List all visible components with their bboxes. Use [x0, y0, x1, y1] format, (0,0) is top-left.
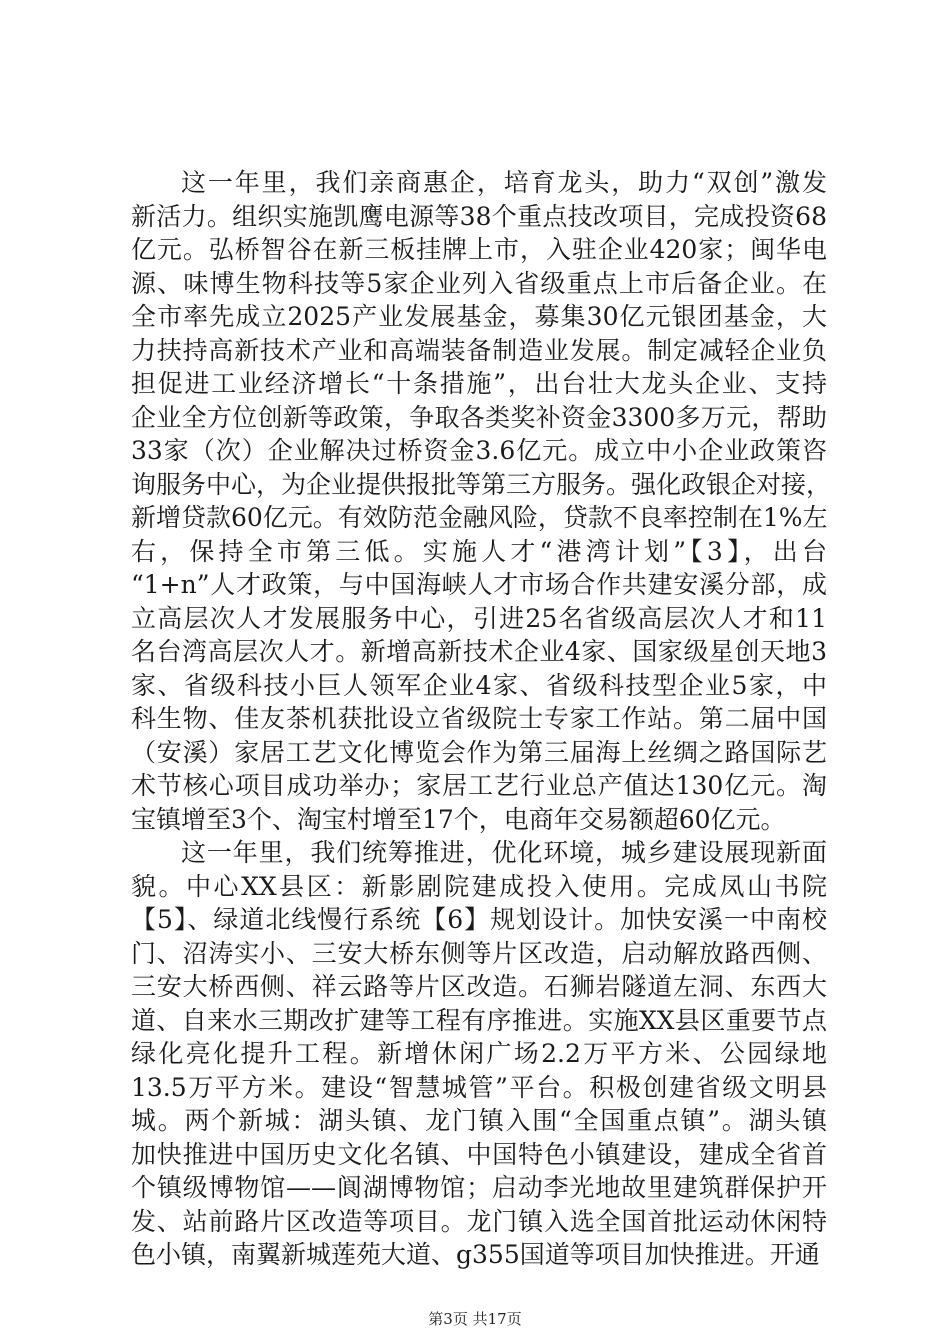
text-line: 城。两个新城：湖头镇、龙门镇入围“全国重点镇”。湖头镇	[131, 1106, 827, 1135]
text-line: 这一年里，我们统筹推进，优化环境，城乡建设展现新面	[181, 838, 827, 867]
text-line: 宝镇增至3个、淘宝村增至17个，电商年交易额超60亿元。	[131, 804, 786, 834]
text-line: 绿化亮化提升工程。新增休闲广场2.2万平方米、公园绿地	[131, 1039, 827, 1068]
text-line: 【5】、绿道北线慢行系统【6】规划设计。加快安溪一中南校	[131, 905, 827, 934]
text-line: 力扶持高新技术产业和高端装备制造业发展。制定减轻企业负	[131, 335, 827, 365]
text-line: 门、沼涛实小、三安大桥东侧等片区改造，启动解放路西侧、	[131, 938, 827, 968]
text-line: 貌。中心XX县区：新影剧院建成投入使用。完成凤山书院	[131, 871, 827, 901]
text-line: 发、站前路片区改造等项目。龙门镇入选全国首批运动休闲特	[131, 1206, 827, 1236]
page-footer: 第3页 共17页	[428, 1310, 522, 1328]
text-line: （安溪）家居工艺文化博览会作为第三届海上丝绸之路国际艺	[131, 737, 827, 767]
paragraph	[131, 836, 827, 1272]
text-line: 三安大桥西侧、祥云路等片区改造。石狮岩隧道左洞、东西大	[131, 972, 827, 1001]
text-line: 源、味博生物科技等5家企业列入省级重点上市后备企业。在	[131, 268, 827, 298]
text-line: 右，保持全市第三低。实施人才“港湾计划”【3】，出台	[131, 536, 827, 566]
text-line: 色小镇，南翼新城莲苑大道、g355国道等项目加快推进。开通	[131, 1240, 820, 1269]
text-line: 亿元。弘桥智谷在新三板挂牌上市，入驻企业420家；闽华电	[131, 235, 827, 264]
text-line: 33家（次）企业解决过桥资金3.6亿元。成立中小企业政策咨	[131, 436, 827, 465]
text-line: 家、省级科技小巨人领军企业4家、省级科技型企业5家，中	[131, 670, 827, 700]
text-line: 名台湾高层次人才。新增高新技术企业4家、国家级星创天地3	[131, 637, 827, 666]
paragraph	[131, 166, 832, 836]
text-line: 这一年里，我们亲商惠企，培育龙头，助力“双创”激发	[181, 168, 827, 197]
text-line: 询服务中心，为企业提供报批等第三方服务。强化政银企对接，	[131, 469, 832, 499]
text-line: 立高层次人才发展服务中心，引进25名省级高层次人才和11	[131, 603, 827, 633]
text-line: 新活力。组织实施凯鹰电源等38个重点技改项目，完成投资68	[131, 201, 827, 231]
text-line: “1+n”人才政策，与中国海峡人才市场合作共建安溪分部，成	[131, 570, 827, 599]
text-line: 个镇级博物馆——阆湖博物馆；启动李光地故里建筑群保护开	[131, 1173, 827, 1202]
text-line: 道、自来水三期改扩建等工程有序推进。实施XX县区重要节点	[131, 1005, 827, 1035]
text-line: 加快推进中国历史文化名镇、中国特色小镇建设，建成全省首	[131, 1139, 827, 1169]
text-line: 13.5万平方米。建设“智慧城管”平台。积极创建省级文明县	[131, 1072, 827, 1102]
text-line: 全市率先成立2025产业发展基金，募集30亿元银团基金，大	[131, 302, 827, 331]
text-line: 新增贷款60亿元。有效防范金融风险，贷款不良率控制在1%左	[131, 503, 828, 532]
body-text	[131, 166, 832, 1272]
text-line: 担促进工业经济增长“十条措施”，出台壮大龙头企业、支持	[131, 369, 827, 398]
text-line: 企业全方位创新等政策，争取各类奖补资金3300多万元，帮助	[131, 402, 827, 432]
text-line: 术节核心项目成功举办；家居工艺行业总产值达130亿元。淘	[131, 771, 827, 800]
text-line: 科生物、佳友茶机获批设立省级院士专家工作站。第二届中国	[131, 704, 827, 733]
